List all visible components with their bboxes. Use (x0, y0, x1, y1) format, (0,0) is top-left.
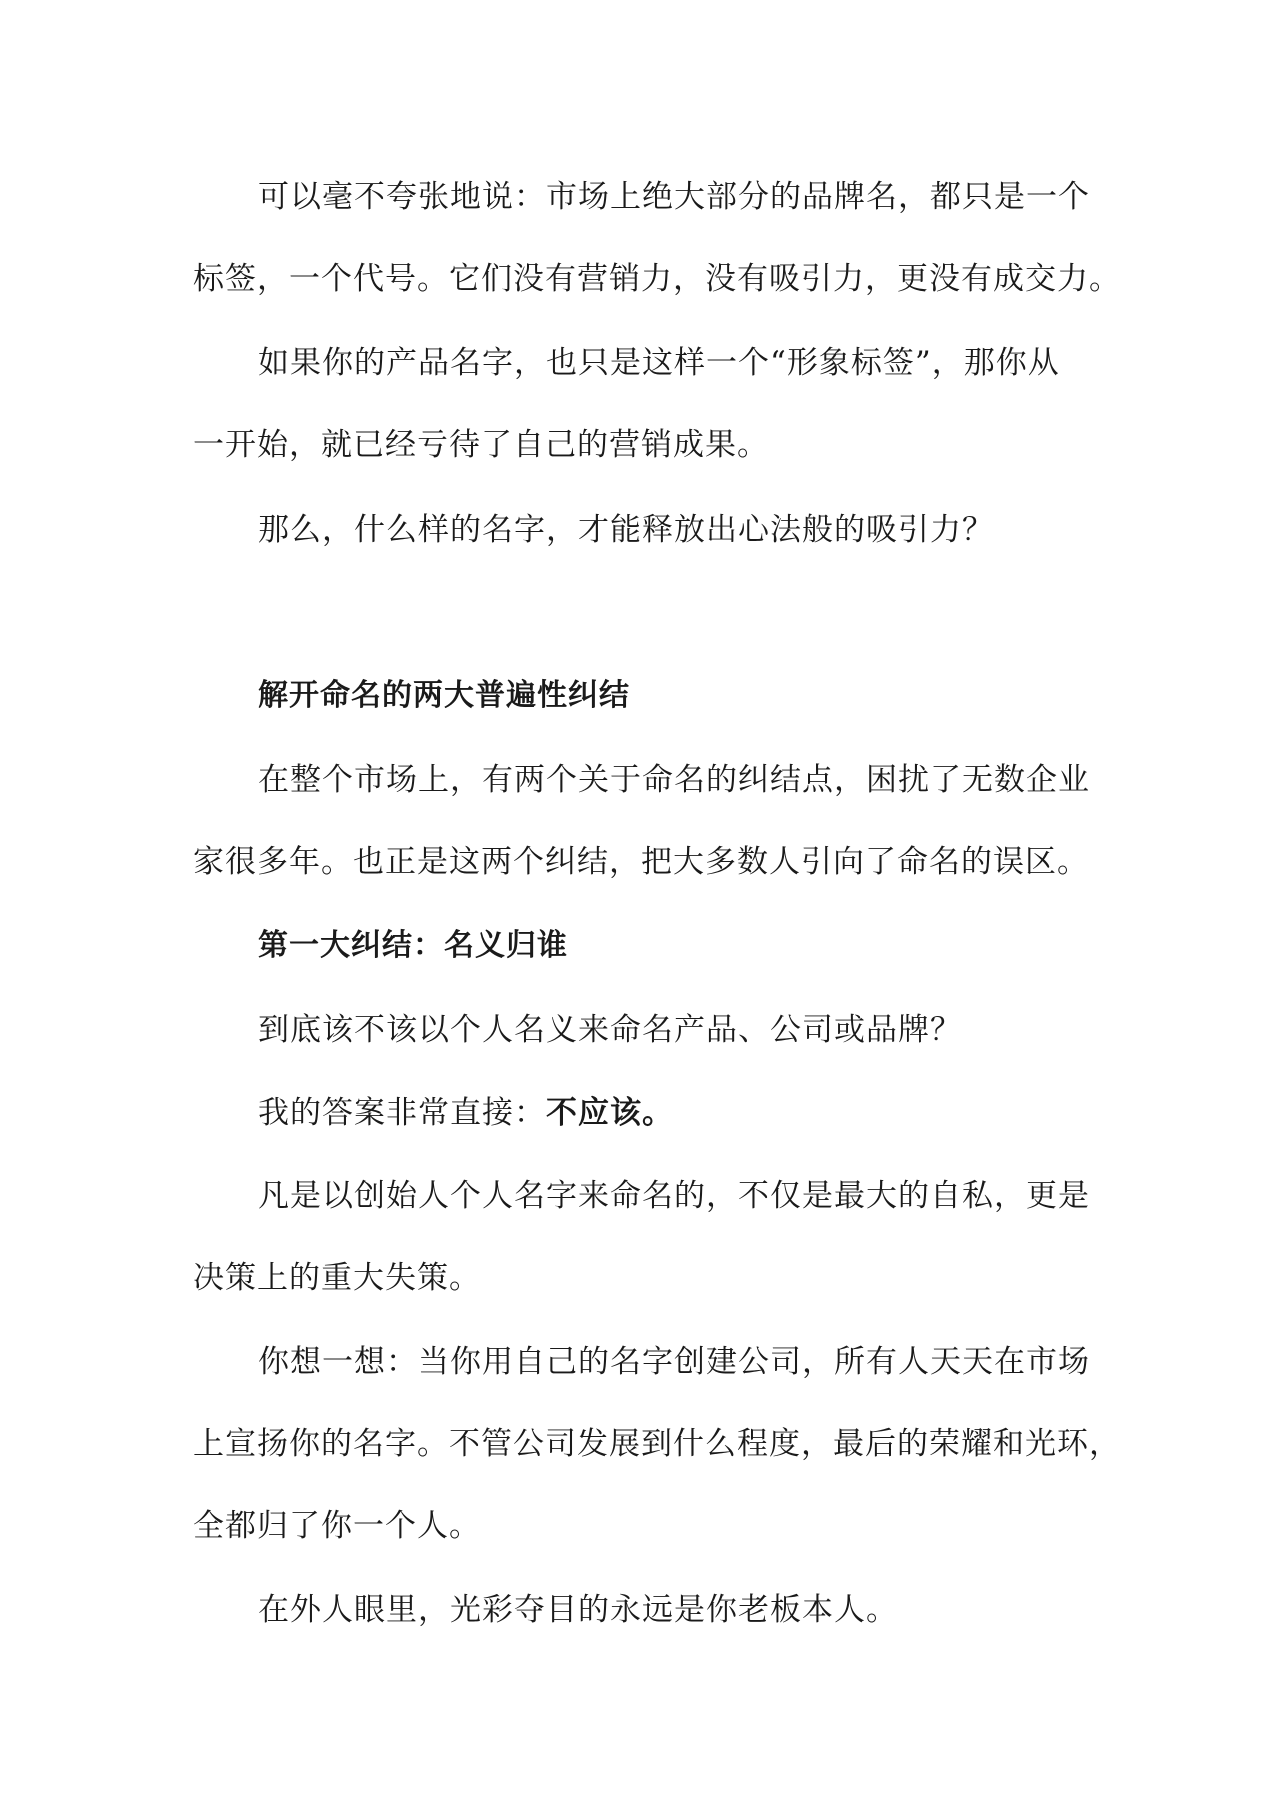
paragraph-10-line-2: 上宣扬你的名字。不管公司发展到什么程度，最后的荣耀和光环， (193, 1426, 1121, 1462)
paragraph-9-line-2: 决策上的重大失策。 (193, 1260, 481, 1296)
paragraph-11-line-1: 在外人眼里，光彩夺目的永远是你老板本人。 (258, 1592, 898, 1628)
paragraph-1-line-1: 可以毫不夸张地说：市场上绝大部分的品牌名，都只是一个 (258, 179, 1090, 215)
paragraph-2-line-1: 如果你的产品名字，也只是这样一个“形象标签”，那你从 (258, 345, 1060, 381)
answer-prefix: 我的答案非常直接： (258, 1095, 546, 1131)
paragraph-10-line-3: 全都归了你一个人。 (193, 1508, 481, 1544)
section-heading: 解开命名的两大普遍性纠结 (258, 678, 630, 713)
paragraph-7-line-1: 到底该不该以个人名义来命名产品、公司或品牌？ (258, 1012, 962, 1048)
subsection-heading: 第一大纠结：名义归谁 (258, 928, 568, 963)
paragraph-5-line-2: 家很多年。也正是这两个纠结，把大多数人引向了命名的误区。 (193, 844, 1089, 880)
paragraph-2-line-2: 一开始，就已经亏待了自己的营销成果。 (193, 427, 769, 463)
paragraph-3-line-1: 那么，什么样的名字，才能释放出心法般的吸引力？ (258, 512, 994, 548)
paragraph-10-line-1: 你想一想：当你用自己的名字创建公司，所有人天天在市场 (258, 1344, 1090, 1380)
answer-emphasis: 不应该。 (546, 1095, 674, 1131)
paragraph-9-line-1: 凡是以创始人个人名字来命名的，不仅是最大的自私，更是 (258, 1178, 1090, 1214)
paragraph-1-line-2: 标签，一个代号。它们没有营销力，没有吸引力，更没有成交力。 (193, 261, 1121, 297)
paragraph-8-line-1 (258, 1093, 674, 1133)
paragraph-5-line-1: 在整个市场上，有两个关于命名的纠结点，困扰了无数企业 (258, 762, 1090, 798)
